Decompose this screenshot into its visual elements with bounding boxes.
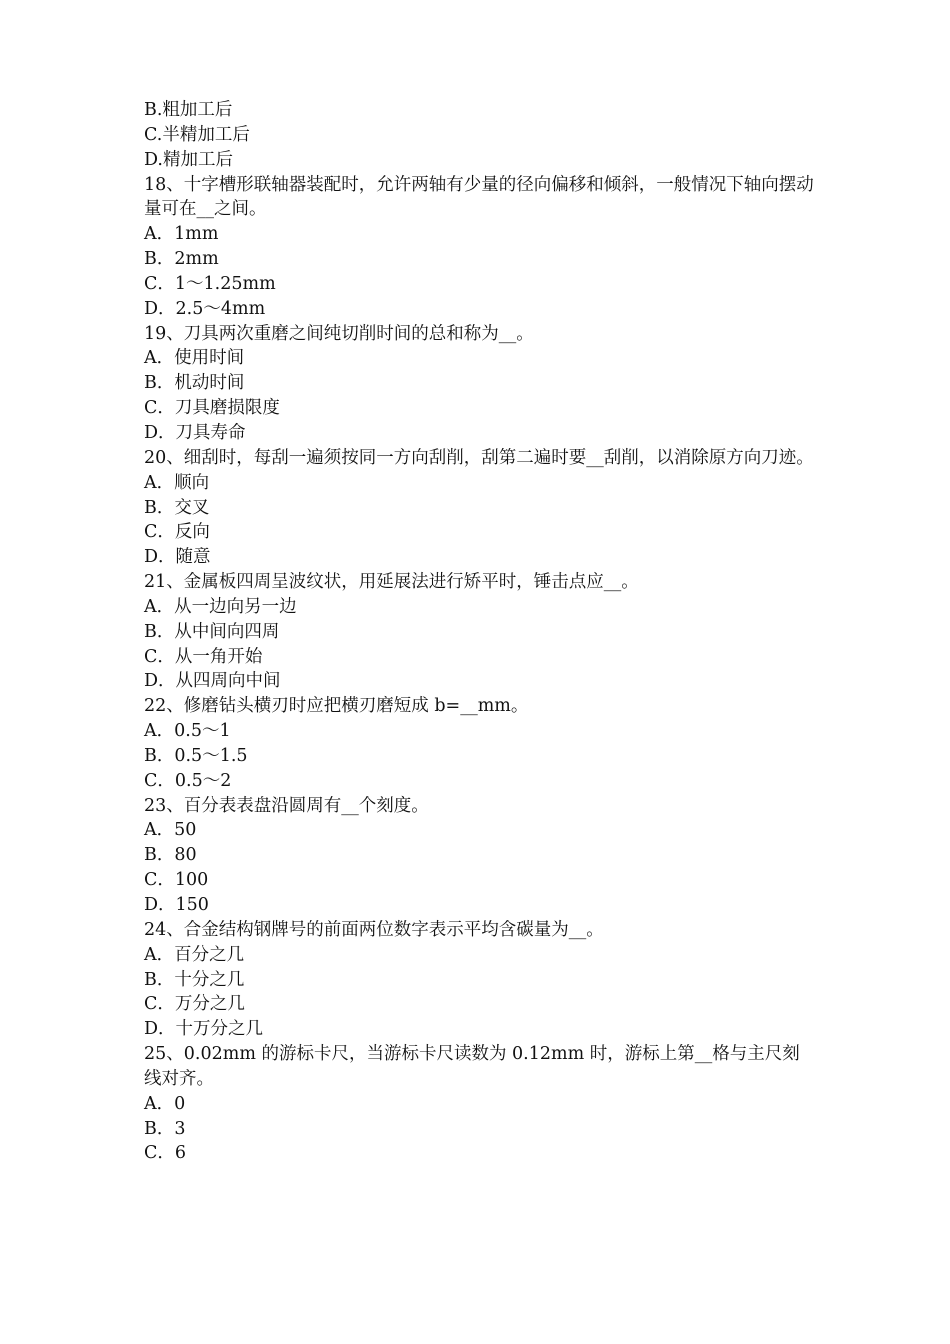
option-item: C．1～1.25mm xyxy=(144,273,276,294)
question-21 xyxy=(144,570,814,694)
option-item: B．0.5～1.5 xyxy=(144,745,248,766)
option-item: B．交叉 xyxy=(144,497,210,518)
option-item: B．80 xyxy=(144,845,197,866)
leading-options xyxy=(144,98,814,173)
option-item: A．1mm xyxy=(144,224,219,245)
option-item: C．从一角开始 xyxy=(144,646,263,667)
option-item: B．3 xyxy=(144,1118,186,1139)
question-23 xyxy=(144,794,814,918)
option-item: A．顺向 xyxy=(144,472,210,493)
question-18 xyxy=(144,173,814,322)
option-item: C．0.5～2 xyxy=(144,770,232,791)
question-25 xyxy=(144,1042,814,1166)
option-item: A．百分之几 xyxy=(144,944,245,965)
question-text: 19、刀具两次重磨之间纯切削时间的总和称为__。 xyxy=(144,323,534,344)
question-22 xyxy=(144,694,814,793)
option-item: D．刀具寿命 xyxy=(144,422,246,443)
option-item: D．150 xyxy=(144,895,209,915)
document-body xyxy=(144,98,814,1166)
option-item: B.粗加工后 xyxy=(144,100,233,120)
question-text: 24、合金结构钢牌号的前面两位数字表示平均含碳量为__。 xyxy=(144,919,604,940)
question-19 xyxy=(144,322,814,446)
option-item: B．十分之几 xyxy=(144,969,245,990)
question-24 xyxy=(144,918,814,1042)
option-item: C．万分之几 xyxy=(144,994,245,1015)
option-item: D．随意 xyxy=(144,547,211,568)
option-item: A．使用时间 xyxy=(144,348,245,369)
option-item: D.精加工后 xyxy=(144,149,233,170)
option-item: A．0 xyxy=(144,1093,186,1114)
question-text: 21、金属板四周呈波纹状，用延展法进行矫平时，锤击点应__。 xyxy=(144,572,639,593)
question-text: 23、百分表表盘沿圆周有__个刻度。 xyxy=(144,795,429,816)
option-item: D．2.5～4mm xyxy=(144,298,266,319)
option-item: C．刀具磨损限度 xyxy=(144,398,280,419)
option-item: B．2mm xyxy=(144,249,219,270)
option-item: A．50 xyxy=(144,820,197,841)
option-item: C.半精加工后 xyxy=(144,124,250,145)
option-item: C．100 xyxy=(144,870,209,891)
question-20 xyxy=(144,446,814,570)
option-item: C．反向 xyxy=(144,522,210,543)
question-text: 18、十字槽形联轴器装配时，允许两轴有少量的径向偏移和倾斜，一般情况下轴向摆动量可在__之间。 xyxy=(144,174,814,220)
option-item: A．从一边向另一边 xyxy=(144,596,297,617)
option-item: C．6 xyxy=(144,1143,187,1164)
option-item: D．十万分之几 xyxy=(144,1019,264,1040)
option-item: D．从四周向中间 xyxy=(144,671,281,692)
option-item: B．机动时间 xyxy=(144,373,245,394)
question-text: 25、0.02mm 的游标卡尺，当游标卡尺读数为 0.12mm 时，游标上第__格与主尺刻线对齐。 xyxy=(144,1044,800,1089)
option-item: B．从中间向四周 xyxy=(144,621,280,642)
question-text: 22、修磨钻头横刃时应把横刃磨短成 b=__mm。 xyxy=(144,696,529,717)
option-item: A．0.5～1 xyxy=(144,721,231,742)
question-text: 20、细刮时，每刮一遍须按同一方向刮削，刮第二遍时要__刮削，以消除原方向刀迹。 xyxy=(144,447,814,468)
